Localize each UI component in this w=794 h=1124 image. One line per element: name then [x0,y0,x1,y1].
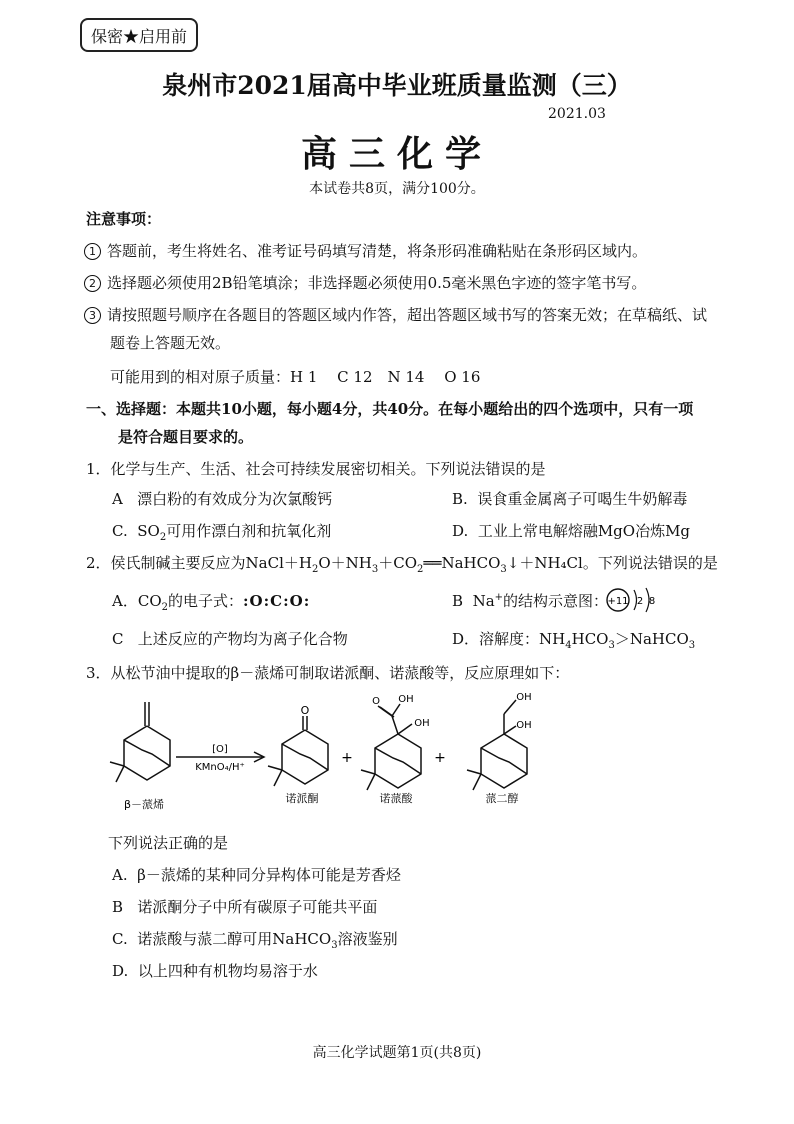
plus-sign-2: + [434,750,446,766]
section1-heading-cont: 是符合题目要求的。 [118,428,254,446]
q3-option-a [112,864,401,885]
note-number: 1 [84,243,101,260]
option-label: D. [112,962,129,980]
option-text: 误食重金属离子可喝生牛奶解毒 [477,490,688,508]
option-text: 以上四种有机物均易溶于水 [137,962,318,980]
q3-option-d [112,960,318,981]
beta-pinene-label: β－蒎烯 [123,798,165,811]
note-text: 答题前，考生将姓名、准考证号码填写清楚，将条形码准确粘贴在条形码区域内。 [107,242,648,260]
nopinic-acid-label: 诺蒎酸 [379,792,413,805]
option-text: 漂白粉的有效成分为次氯酸钙 [137,490,333,508]
formula-subscript: 2 [161,602,168,613]
ketone-oxygen-label: O [300,704,310,717]
option-text: β－蒎烯的某种同分异构体可能是芳香烃 [137,866,401,884]
formula-subscript: 3 [500,564,507,575]
ch2oh-label: OH [516,692,532,703]
q1-option-a [112,488,332,509]
option-label: B [452,592,464,610]
carboxyl-oh-label: OH [398,694,414,705]
exam-date: 2021.03 [548,106,606,122]
stem-part: O＋NH [318,554,372,572]
reaction-scheme [96,690,576,816]
formula-part: SO [137,522,160,540]
option-label: A [112,490,123,508]
nopinic-acid-structure [361,704,421,790]
option-label: C [112,630,124,648]
atomic-mass-info: 可能用到的相对原子质量：H 1 C 12 N 14 O 16 [110,368,481,386]
nopinone-label: 诺派酮 [285,792,319,805]
stem-part: ══NaHCO [423,554,501,572]
q3-option-c [112,928,398,951]
option-text: 溶液鉴别 [337,930,398,948]
q3-stem: 3．从松节油中提取的β－蒎烯可制取诺派酮、诺蒎酸等，反应原理如下： [86,664,570,682]
exam-info: 本试卷共8页，满分100分。 [309,181,485,197]
note-number: 2 [84,275,101,292]
formula-subscript: 4 [565,640,572,651]
option-label: B. [452,490,468,508]
option-label: C. [112,930,128,948]
option-label: D． [452,630,480,648]
option-label: D. [452,522,469,540]
note-text: 请按照题号顺序在各题目的答题区域内作答，超出答题区域书写的答案无效；在草稿纸、试 [107,306,708,324]
q3-sub-stem: 下列说法正确的是 [108,834,229,852]
page-footer: 高三化学试题第1页(共8页) [312,1045,482,1061]
formula-subscript: 3 [608,640,615,651]
stem-part: ↓＋NH₄Cl。下列说法错误的是 [506,554,718,572]
option-label: B [112,898,124,916]
formula-part: Na [472,592,495,610]
q2-option-b [452,590,608,611]
formula-subscript: 3 [371,564,379,575]
electron-formula: :O:C:O: [243,592,311,610]
option-text: 的电子式： [168,592,244,610]
q2-option-c [112,628,348,649]
note-item-2 [84,272,646,293]
subject-title: 高三化学 [300,133,493,175]
notes-heading: 注意事项： [86,210,162,228]
option-text: 可用作漂白剂和抗氧化剂 [166,522,332,540]
stem-part: ＋CO [378,554,418,572]
q1-option-b [452,488,687,509]
option-text: 诺派酮分子中所有碳原子可能共平面 [137,898,378,916]
confidential-stamp: 保密★启用前 [80,18,198,52]
q2-option-a [112,590,310,613]
formula-part: HCO [571,630,609,648]
exam-title: 泉州市2021届高中毕业班质量监测（三） [162,71,632,100]
note-item-3-cont: 题卷上答题无效。 [110,334,231,352]
carbonyl-oxygen-label: O [372,696,380,707]
diol-oh-label: OH [516,720,532,731]
nopinone-structure [268,716,328,786]
reagent-kmno4: KMnO₄/H⁺ [195,762,245,773]
option-label: A. [112,866,128,884]
plus-sign-1: + [341,750,353,766]
q1-option-d [452,520,690,541]
note-text: 选择题必须使用2B铅笔填涂；非选择题必须使用0.5毫米黑色字迹的签字笔书写。 [107,274,647,292]
formula-part: ＞NaHCO [614,630,689,648]
note-item-1 [84,240,647,261]
option-text: 工业上常电解熔融MgO冶炼Mg [477,522,691,540]
q1-option-c [112,520,331,543]
formula-part: CO [137,592,162,610]
pinanediol-label: 蒎二醇 [485,792,519,805]
shell-electrons-1: 2 [636,596,644,607]
formula-part: 溶解度：NH [479,630,566,648]
formula-subscript: 2 [159,532,167,543]
note-number: 3 [84,307,101,324]
beta-pinene-structure [110,702,170,782]
option-text: 的结构示意图： [503,592,609,610]
nucleus-charge: +11 [607,596,629,607]
option-label: A． [112,592,138,610]
reagent-oxidant: [O] [212,744,228,755]
q3-option-b [112,896,377,917]
q2-option-d [452,628,695,651]
note-item-3 [84,304,707,325]
section1-heading: 一、选择题：本题共10小题，每小题4分，共40分。在每小题给出的四个选项中，只有一项 [86,400,694,418]
formula-subscript: 2 [311,564,319,575]
option-label: C. [112,522,128,540]
formula-subscript: 3 [331,940,338,951]
option-text: 诺蒎酸与蒎二醇可用NaHCO [137,930,332,948]
shell-electrons-2: 8 [648,596,656,607]
formula-subscript: 2 [417,564,424,575]
formula-superscript: + [494,592,504,603]
stem-part: 2．侯氏制碱主要反应为NaCl＋H [86,554,312,572]
na-ion-structure-diagram [604,584,668,616]
q2-stem [86,552,718,575]
q1-stem: 1．化学与生产、生活、社会可持续发展密切相关。下列说法错误的是 [86,460,546,478]
pinanediol-structure [467,700,527,790]
ring-oh-label: OH [414,718,430,729]
option-text: 上述反应的产物均为离子化合物 [137,630,348,648]
formula-subscript: 3 [688,640,696,651]
